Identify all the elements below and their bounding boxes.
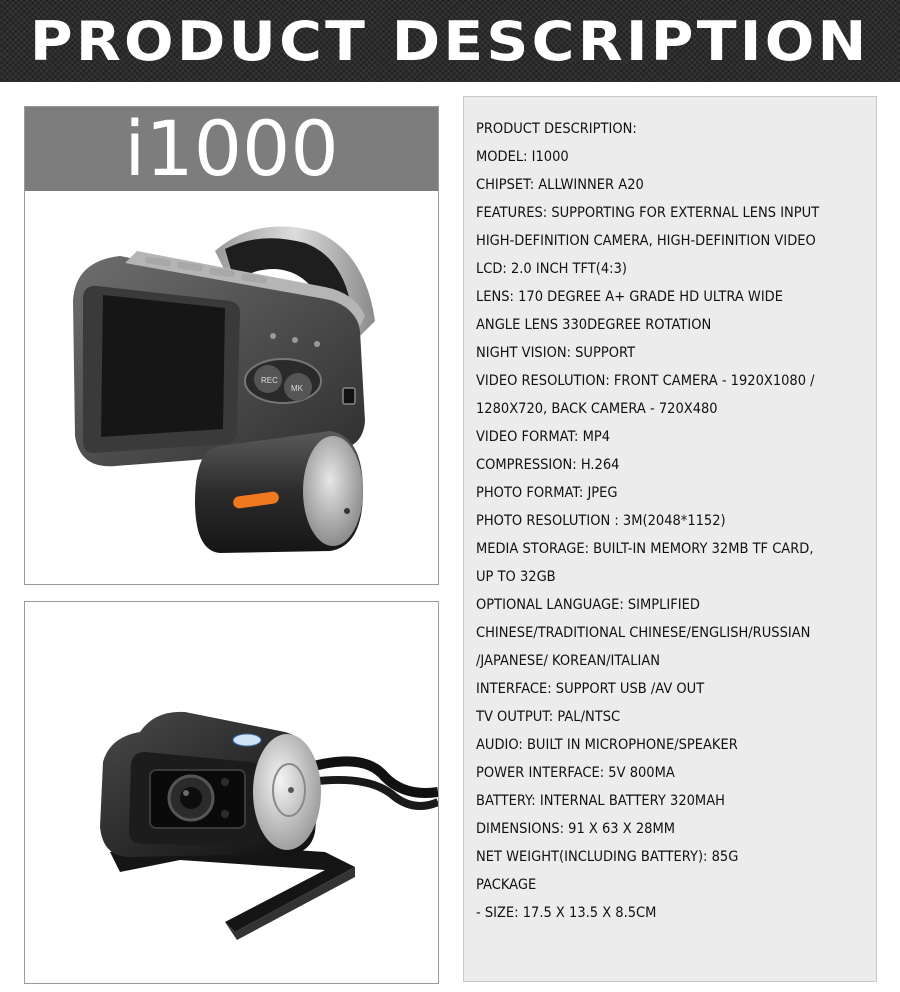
spec-line: LCD: 2.0 INCH TFT(4:3): [476, 261, 627, 277]
spec-line: DIMENSIONS: 91 X 63 X 28MM: [476, 821, 675, 837]
spec-line: PRODUCT DESCRIPTION:: [476, 121, 637, 137]
spec-line: 1280X720, BACK CAMERA - 720X480: [476, 401, 718, 417]
spec-line: VIDEO FORMAT: MP4: [476, 429, 611, 445]
spec-line: OPTIONAL LANGUAGE: SIMPLIFIED: [476, 597, 700, 613]
spec-line: PACKAGE: [476, 877, 537, 893]
spec-line: NIGHT VISION: SUPPORT: [476, 345, 636, 361]
spec-line: TV OUTPUT: PAL/NTSC: [476, 709, 621, 725]
spec-line: UP TO 32GB: [476, 569, 556, 585]
spec-line: FEATURES: SUPPORTING FOR EXTERNAL LENS INPUT: [476, 205, 820, 221]
specifications-box: [463, 96, 877, 982]
title-banner: [0, 0, 900, 82]
dash-camera-image: [25, 191, 438, 583]
spec-line: CHINESE/TRADITIONAL CHINESE/ENGLISH/RUSSIAN: [476, 625, 811, 641]
spec-line: - SIZE: 17.5 X 13.5 X 8.5CM: [476, 905, 657, 921]
spec-line: INTERFACE: SUPPORT USB /AV OUT: [476, 681, 705, 697]
model-label: i1000: [25, 107, 438, 191]
spec-line: AUDIO: BUILT IN MICROPHONE/SPEAKER: [476, 737, 738, 753]
spec-line: MODEL: I1000: [476, 149, 569, 165]
spec-line: /JAPANESE/ KOREAN/ITALIAN: [476, 653, 661, 669]
spec-line: COMPRESSION: H.264: [476, 457, 620, 473]
spec-line: HIGH-DEFINITION CAMERA, HIGH-DEFINITION VIDEO: [476, 233, 816, 249]
spec-line: VIDEO RESOLUTION: FRONT CAMERA - 1920X1080 /: [476, 373, 815, 389]
svg-text:MK: MK: [291, 384, 303, 393]
banner-title: PRODUCT DESCRIPTION: [30, 9, 870, 73]
spec-line: BATTERY: INTERNAL BATTERY 320MAH: [476, 793, 725, 809]
product-image-panel: [24, 106, 439, 585]
rear-camera-image-panel: [24, 601, 439, 984]
spec-line: NET WEIGHT(INCLUDING BATTERY): 85G: [476, 849, 739, 865]
spec-line: PHOTO RESOLUTION : 3M(2048*1152): [476, 513, 726, 529]
spec-line: MEDIA STORAGE: BUILT-IN MEMORY 32MB TF CARD,: [476, 541, 814, 557]
spec-line: ANGLE LENS 330DEGREE ROTATION: [476, 317, 712, 333]
spec-line: POWER INTERFACE: 5V 800MA: [476, 765, 675, 781]
rear-camera-image: [25, 602, 438, 983]
spec-line: PHOTO FORMAT: JPEG: [476, 485, 618, 501]
spec-line: CHIPSET: ALLWINNER A20: [476, 177, 644, 193]
spec-line: LENS: 170 DEGREE A+ GRADE HD ULTRA WIDE: [476, 289, 783, 305]
svg-text:REC: REC: [261, 376, 278, 385]
